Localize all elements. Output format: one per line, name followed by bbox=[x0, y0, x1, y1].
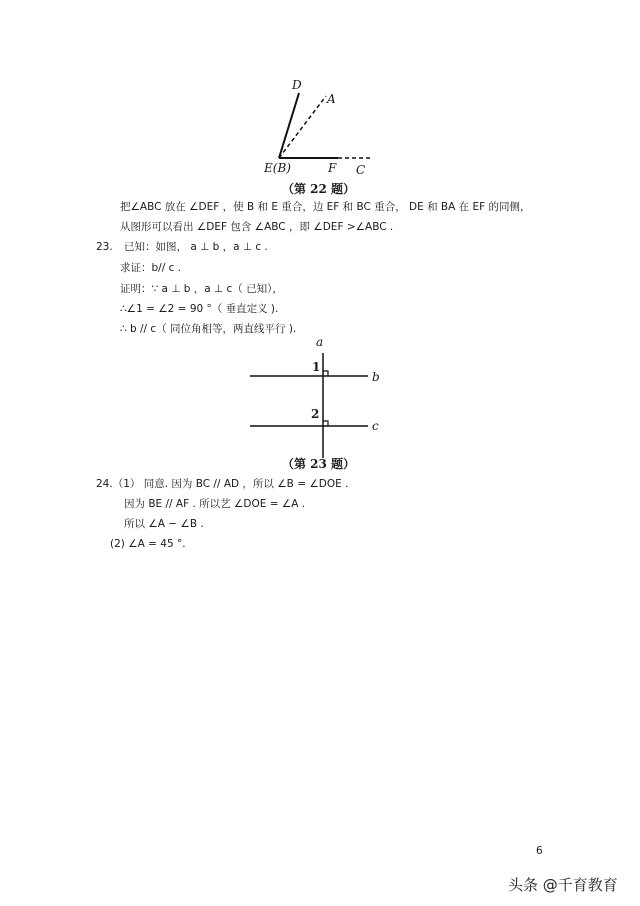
q23-proof-line-1: 证明：∵ a ⊥ b ，a ⊥ c（ 已知）， bbox=[120, 283, 283, 295]
label-c: C bbox=[356, 163, 366, 177]
q24-part1-line-1: 24.（1） 同意. 因为 BC // AD ，所以 ∠B = ∠DOE . bbox=[96, 478, 349, 490]
label-a: A bbox=[327, 92, 336, 106]
q24-part2: (2) ∠A = 45 °. bbox=[110, 538, 186, 550]
figure-23-caption: （第 23 题） bbox=[282, 457, 356, 471]
label-d: D bbox=[292, 78, 302, 92]
q23-proof-line-3: ∴ b // c（ 同位角相等，两直线平行 ). bbox=[120, 323, 297, 335]
q23-proof-line-2: ∴∠1 = ∠2 = 90 °（ 垂直定义 ). bbox=[120, 303, 279, 315]
q22-line-2: 从图形可以看出 ∠DEF 包含 ∠ABC ，即 ∠DEF >∠ABC . bbox=[120, 221, 394, 233]
label-angle-1: 1 bbox=[312, 360, 321, 374]
q23-number: 23. bbox=[96, 241, 113, 253]
watermark: 头条 @千育教育 bbox=[508, 876, 618, 894]
q23-given: 已知：如图， a ⊥ b ，a ⊥ c . bbox=[124, 241, 268, 253]
label-line-c: c bbox=[372, 419, 379, 433]
label-f: F bbox=[328, 161, 337, 175]
q24-part1-line-2: 因为 BE // AF . 所以艺 ∠DOE = ∠A . bbox=[124, 498, 306, 510]
label-angle-2: 2 bbox=[311, 407, 320, 421]
q22-line-1: 把∠ABC 放在 ∠DEF ，使 B 和 E 重合，边 EF 和 BC 重合， DE 和 BA 在 EF 的同侧， bbox=[120, 201, 531, 213]
label-eb: E(B) bbox=[264, 161, 291, 175]
page-number: 6 bbox=[536, 845, 543, 857]
label-line-a: a bbox=[316, 335, 324, 349]
label-line-b: b bbox=[372, 370, 380, 384]
q23-prove: 求证：b// c . bbox=[120, 262, 182, 274]
figure-22-caption: （第 22 题） bbox=[282, 182, 356, 196]
q24-part1-line-3: 所以 ∠A − ∠B . bbox=[124, 518, 204, 530]
